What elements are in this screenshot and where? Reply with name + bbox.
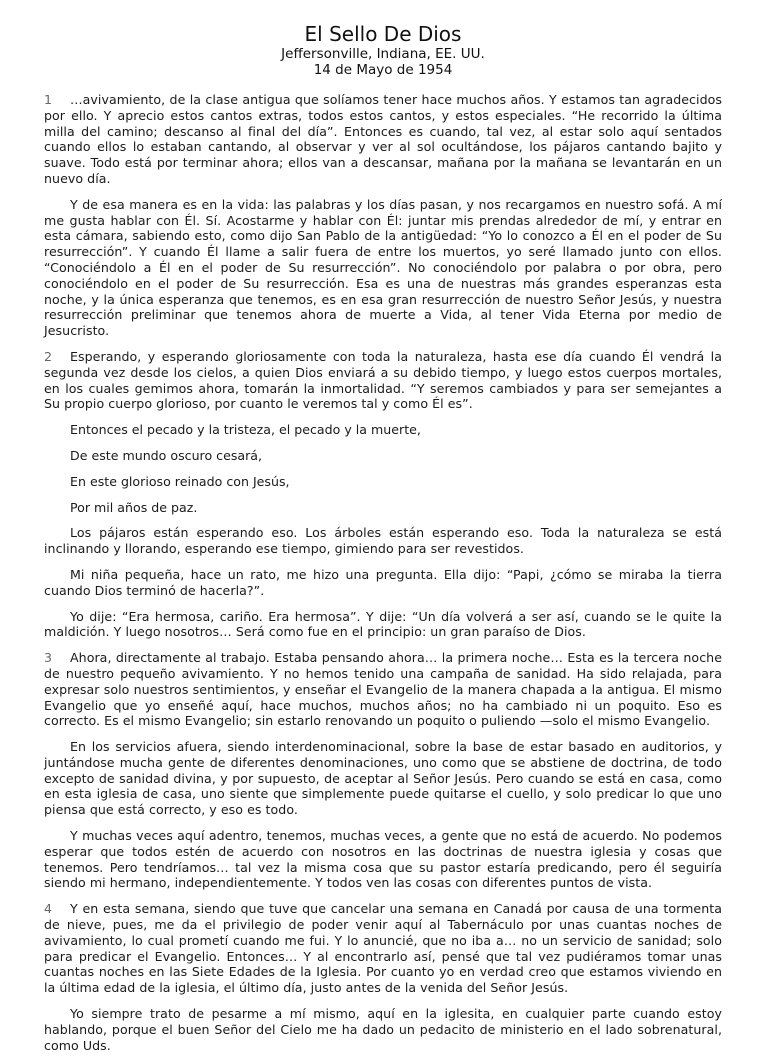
verse-line: De este mundo oscuro cesará, [70, 447, 263, 463]
paragraph-text: Yo dije: “Era hermosa, cariño. Era hermosa”. Y dije: “Un día volverá a ser así, cuando se le quite la maldición. Y luego nosotros… Será como fue en el principio: un gran paraíso de Dios. [44, 608, 722, 640]
verse-line: Por mil años de paz. [70, 499, 198, 515]
paragraph-text: Y en esta semana, siendo que tuve que cancelar una semana en Canadá por causa de una tormenta de nieve, pues, me da el privilegio de poder venir aquí al Tabernáculo por unas cuantas noches de avivamiento, lo cual prometí cuando me fui. Y lo anuncié, que no iba a… no un servicio de sanidad; solo para predicar el Evangelio. Entonces… Y al encontrarlo así, pensé que tal vez pudiéramos tomar unas cuantas noches en las Siete Edades de la Iglesia. Por cuanto yo en verdad creo que estamos viviendo en la última edad de la iglesia, el último día, justo antes de la venida del Señor Jesús. [44, 901, 722, 996]
paragraph [44, 609, 722, 641]
paragraph-text: Mi niña pequeña, hace un rato, me hizo una pregunta. Ella dijo: “Papi, ¿cómo se miraba la tierra cuando Dios terminó de hacerla?”. [44, 566, 722, 598]
verse-line: Entonces el pecado y la tristeza, el pecado y la muerte, [70, 422, 421, 438]
paragraph [44, 525, 722, 557]
paragraph [44, 197, 722, 339]
paragraph [44, 1006, 722, 1053]
paragraph-text: Yo siempre trato de pesarme a mí mismo, aquí en la iglesita, en cualquier parte cuando estoy hablando, porque el buen Señor del Cielo me ha dado un pedacito de ministerio en el lado sobrenatural, como Uds. [44, 1006, 722, 1053]
paragraph [44, 650, 722, 729]
paragraph-number: 4 [44, 901, 53, 917]
paragraph-text: Y muchas veces aquí adentro, tenemos, muchas veces, a gente que no está de acuerdo. No podemos esperar que todos estén de acuerdo con nosotros en las doctrinas de nuestra iglesia y cosas que tenemos. Pero tendríamos… tal vez la misma cosa que su pastor estaría predicando, pero él seguiría siendo mi hermano, independientemente. Y todos ven las cosas con diferentes puntos de vista. [44, 828, 722, 891]
paragraph-number: 3 [44, 650, 53, 666]
paragraph-text: Los pájaros están esperando eso. Los árboles están esperando eso. Toda la naturaleza se está inclinando y llorando, esperando ese tiempo, gimiendo para ser revestidos. [44, 525, 722, 557]
paragraph-text: Esperando, y esperando gloriosamente con toda la naturaleza, hasta ese día cuando Él vendrá la segunda vez desde los cielos, a quien Dios enviará a su debido tiempo, y luego estos cuerpos mortales, en los cuales gemimos ahora, tomarán la inmortalidad. “Y seremos cambiados y para ser semejantes a Su propio cuerpo glorioso, por cuanto le veremos tal y como Él es”. [44, 348, 722, 412]
sermon-date: 14 de Mayo de 1954 [313, 62, 453, 78]
sermon-title: El Sello De Dios [304, 22, 462, 46]
paragraph [44, 901, 722, 996]
sermon-location: Jeffersonville, Indiana, EE. UU. [281, 46, 485, 62]
document-page [44, 22, 722, 1063]
paragraph-text: …avivamiento, de la clase antigua que solíamos tener hace muchos años. Y estamos tan agradecidos por ello. Y aprecio estos cantos extras, todos estos cantos, y estos especiales. “He recorrido la última milla del camino; descanso al final del día”. Entonces es cuando, tal vez, al estar solo aquí sentados cuando ellos lo estaban cantando, al observar y ver al sol ocultándose, los pájaros cantando bajito y suave. Todo está por terminar ahora; ellos van a descansar, mañana por la mañana se levantarán en un nuevo día. [44, 92, 722, 186]
paragraph [44, 739, 722, 818]
paragraph [44, 828, 722, 891]
paragraph-text: Ahora, directamente al trabajo. Estaba pensando ahora… la primera noche… Esta es la tercera noche de nuestro pequeño avivamiento. Y no hemos tenido una campaña de sanidad. Ha sido relajada, para expresar solo nuestros sentimientos, y enseñar el Evangelio de la manera chapada a la antigua. El mismo Evangelio que yo enseñé aquí, hace muchos, muchos años; no ha cambiado ni un poquito. Eso es correcto. Es el mismo Evangelio; sin estarlo renovando un poquito o puliendo —solo el mismo Evangelio. [44, 650, 722, 729]
paragraph-text: En los servicios afuera, siendo interdenominacional, sobre la base de estar basado en auditorios, y juntándose mucha gente de diferentes denominaciones, uno como que se abstiene de doctrina, de todo excepto de sanidad divina, y por supuesto, de aceptar al Señor Jesús. Pero cuando se está en casa, como en esta iglesia de casa, uno siente que simplemente puede quitarse el cuello, y solo predicar lo que uno piensa que está correcto, y eso es todo. [44, 739, 722, 818]
paragraph [44, 92, 722, 187]
paragraph-number: 2 [44, 348, 53, 364]
title-block [44, 22, 722, 78]
paragraph [44, 349, 722, 412]
paragraph-text: Y de esa manera es en la vida: las palabras y los días pasan, y nos recargamos en nuestro sofá. A mí me gusta hablar con Él. Sí. Acostarme y hablar con Él: juntar mis prendas alrededor de mí, y entrar en esta cámara, sabiendo esto, como dijo San Pablo de la antigüedad: “Yo lo conozco a Él en el poder de Su resurrección”. Y cuando Él llame a salir fuera de entre los muertos, yo seré llamado junto con ellos. “Conociéndolo a Él en el poder de Su resurrección”. No conociéndolo por palabra o por obra, pero conociéndolo en el poder de Su resurrección. Esa es una de nuestras más grandes esperanzas esta noche, y la única esperanza que tenemos, es en esa gran resurrección de nuestro Señor Jesús, y nuestra resurrección preliminar que tenemos ahora de muerte a Vida, al tener Vida Eterna por medio de Jesucristo. [44, 196, 722, 339]
paragraph-number: 1 [44, 92, 53, 107]
verse-line: En este glorioso reinado con Jesús, [70, 473, 290, 489]
paragraph [44, 567, 722, 599]
